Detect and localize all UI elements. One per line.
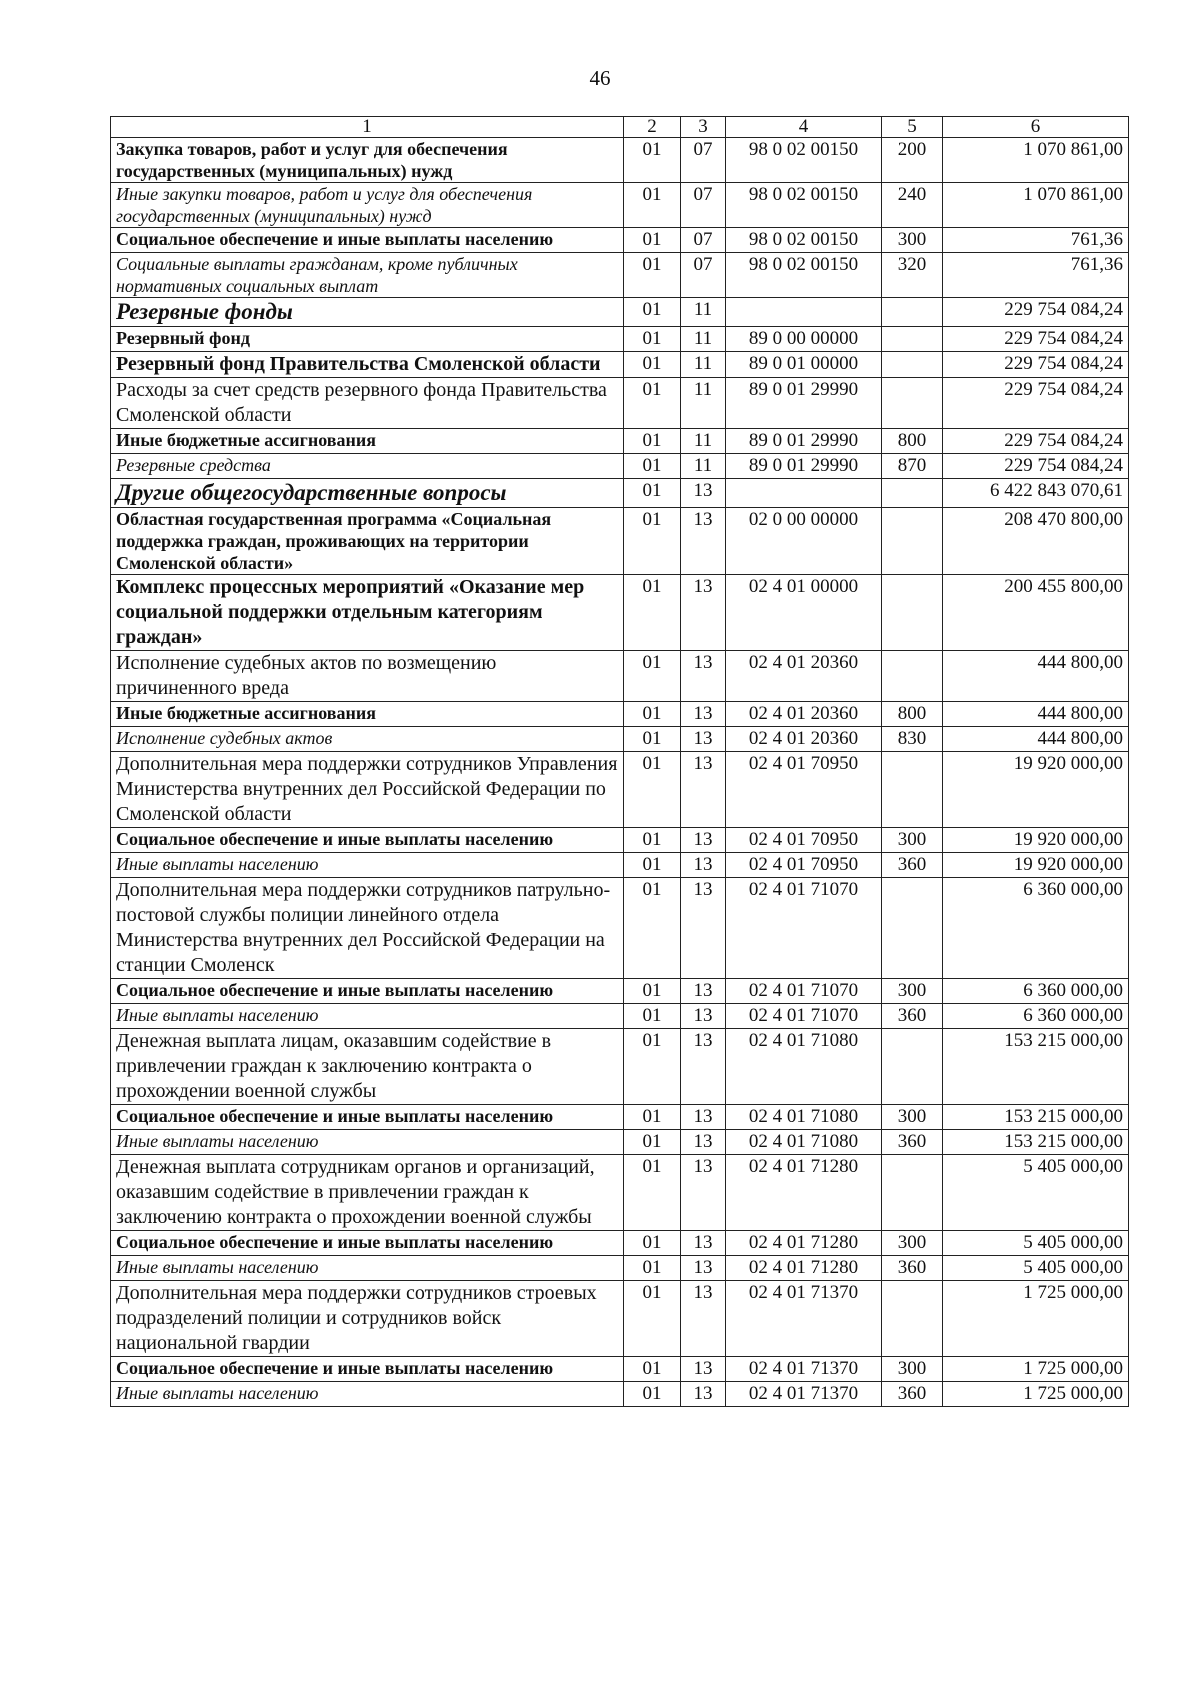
row-amount-cell: 229 754 084,24 xyxy=(943,429,1129,454)
table-row xyxy=(111,702,1129,727)
row-section-cell: 01 xyxy=(624,253,681,298)
header-cell-2: 2 xyxy=(624,117,681,138)
table-row xyxy=(111,1231,1129,1256)
row-expense-type-cell: 360 xyxy=(882,1004,943,1029)
row-expense-type-cell xyxy=(882,508,943,575)
table-row xyxy=(111,752,1129,828)
row-section-cell: 01 xyxy=(624,454,681,479)
row-expense-type-cell xyxy=(882,752,943,828)
row-section-cell: 01 xyxy=(624,878,681,979)
page-number: 46 xyxy=(589,66,611,90)
table-row xyxy=(111,1155,1129,1231)
row-name-cell: Областная государственная программа «Социальная поддержка граждан, проживающих на территории Смоленской области» xyxy=(111,508,624,575)
table-row xyxy=(111,828,1129,853)
row-target-article-cell: 02 0 00 00000 xyxy=(726,508,882,575)
table-row xyxy=(111,183,1129,228)
table-row xyxy=(111,429,1129,454)
row-expense-type-cell: 870 xyxy=(882,454,943,479)
row-name-cell: Дополнительная мера поддержки сотрудников Управления Министерства внутренних дел Российской Федерации по Смоленской области xyxy=(111,752,624,828)
row-target-article-cell: 02 4 01 71370 xyxy=(726,1382,882,1407)
row-amount-cell: 444 800,00 xyxy=(943,727,1129,752)
row-subsection-cell: 13 xyxy=(681,1004,726,1029)
row-amount-cell: 19 920 000,00 xyxy=(943,828,1129,853)
row-target-article-cell: 02 4 01 71280 xyxy=(726,1231,882,1256)
row-expense-type-cell: 800 xyxy=(882,702,943,727)
row-expense-type-cell: 830 xyxy=(882,727,943,752)
row-expense-type-cell xyxy=(882,298,943,327)
row-target-article-cell: 02 4 01 71370 xyxy=(726,1281,882,1357)
row-expense-type-cell: 360 xyxy=(882,1382,943,1407)
row-name-cell: Социальное обеспечение и иные выплаты населению xyxy=(111,1105,624,1130)
row-amount-cell: 1 725 000,00 xyxy=(943,1281,1129,1357)
row-name-cell: Денежная выплата лицам, оказавшим содействие в привлечении граждан к заключению контракта о прохождении военной службы xyxy=(111,1029,624,1105)
row-section-cell: 01 xyxy=(624,1004,681,1029)
row-subsection-cell: 13 xyxy=(681,752,726,828)
table-row xyxy=(111,253,1129,298)
row-target-article-cell: 98 0 02 00150 xyxy=(726,228,882,253)
table-row xyxy=(111,1281,1129,1357)
row-subsection-cell: 13 xyxy=(681,1130,726,1155)
row-amount-cell: 5 405 000,00 xyxy=(943,1256,1129,1281)
row-name-cell: Резервный фонд Правительства Смоленской области xyxy=(111,352,624,378)
budget-table xyxy=(110,116,1129,1407)
table-row xyxy=(111,298,1129,327)
row-name-cell: Расходы за счет средств резервного фонда Правительства Смоленской области xyxy=(111,378,624,429)
row-section-cell: 01 xyxy=(624,1256,681,1281)
row-section-cell: 01 xyxy=(624,327,681,352)
row-amount-cell: 153 215 000,00 xyxy=(943,1130,1129,1155)
row-amount-cell: 6 360 000,00 xyxy=(943,1004,1129,1029)
row-target-article-cell: 02 4 01 70950 xyxy=(726,752,882,828)
row-name-cell: Закупка товаров, работ и услуг для обеспечения государственных (муниципальных) нужд xyxy=(111,138,624,183)
row-amount-cell: 1 070 861,00 xyxy=(943,138,1129,183)
row-subsection-cell: 11 xyxy=(681,327,726,352)
row-amount-cell: 1 725 000,00 xyxy=(943,1357,1129,1382)
row-name-cell: Комплекс процессных мероприятий «Оказание мер социальной поддержки отдельным категориям граждан» xyxy=(111,575,624,651)
row-name-cell: Иные выплаты населению xyxy=(111,1004,624,1029)
row-target-article-cell: 02 4 01 71370 xyxy=(726,1357,882,1382)
row-subsection-cell: 13 xyxy=(681,878,726,979)
row-name-cell: Резервный фонд xyxy=(111,327,624,352)
row-amount-cell: 1 725 000,00 xyxy=(943,1382,1129,1407)
row-section-cell: 01 xyxy=(624,1357,681,1382)
row-section-cell: 01 xyxy=(624,1231,681,1256)
row-name-cell: Социальное обеспечение и иные выплаты населению xyxy=(111,228,624,253)
row-expense-type-cell: 360 xyxy=(882,1256,943,1281)
row-amount-cell: 6 422 843 070,61 xyxy=(943,479,1129,508)
row-name-cell: Дополнительная мера поддержки сотрудников патрульно-постовой службы полиции линейного отдела Министерства внутренних дел Российской Федерации на станции Смоленск xyxy=(111,878,624,979)
row-section-cell: 01 xyxy=(624,298,681,327)
header-cell-6: 6 xyxy=(943,117,1129,138)
row-target-article-cell: 02 4 01 00000 xyxy=(726,575,882,651)
row-name-cell: Резервные фонды xyxy=(111,298,624,327)
row-section-cell: 01 xyxy=(624,1029,681,1105)
table-row xyxy=(111,1004,1129,1029)
row-name-cell: Дополнительная мера поддержки сотрудников строевых подразделений полиции и сотрудников войск национальной гвардии xyxy=(111,1281,624,1357)
row-expense-type-cell: 240 xyxy=(882,183,943,228)
row-expense-type-cell: 300 xyxy=(882,1231,943,1256)
row-target-article-cell: 02 4 01 70950 xyxy=(726,853,882,878)
row-amount-cell: 153 215 000,00 xyxy=(943,1105,1129,1130)
row-expense-type-cell: 300 xyxy=(882,1357,943,1382)
row-target-article-cell: 02 4 01 71070 xyxy=(726,1004,882,1029)
table-row xyxy=(111,352,1129,378)
row-subsection-cell: 13 xyxy=(681,727,726,752)
table-row xyxy=(111,651,1129,702)
row-amount-cell: 761,36 xyxy=(943,253,1129,298)
row-target-article-cell: 02 4 01 70950 xyxy=(726,828,882,853)
row-name-cell: Иные выплаты населению xyxy=(111,853,624,878)
row-subsection-cell: 13 xyxy=(681,828,726,853)
row-amount-cell: 153 215 000,00 xyxy=(943,1029,1129,1105)
row-name-cell: Социальное обеспечение и иные выплаты населению xyxy=(111,979,624,1004)
row-name-cell: Социальное обеспечение и иные выплаты населению xyxy=(111,1357,624,1382)
row-expense-type-cell: 300 xyxy=(882,228,943,253)
row-name-cell: Исполнение судебных актов xyxy=(111,727,624,752)
row-amount-cell: 229 754 084,24 xyxy=(943,454,1129,479)
row-target-article-cell xyxy=(726,298,882,327)
row-subsection-cell: 13 xyxy=(681,1256,726,1281)
row-expense-type-cell: 800 xyxy=(882,429,943,454)
row-subsection-cell: 11 xyxy=(681,352,726,378)
row-subsection-cell: 13 xyxy=(681,1105,726,1130)
table-row xyxy=(111,1029,1129,1105)
row-subsection-cell: 13 xyxy=(681,1357,726,1382)
table-row xyxy=(111,878,1129,979)
table-row xyxy=(111,1105,1129,1130)
row-name-cell: Социальные выплаты гражданам, кроме публичных нормативных социальных выплат xyxy=(111,253,624,298)
table-row xyxy=(111,853,1129,878)
row-subsection-cell: 13 xyxy=(681,651,726,702)
row-subsection-cell: 07 xyxy=(681,253,726,298)
row-amount-cell: 229 754 084,24 xyxy=(943,298,1129,327)
row-subsection-cell: 13 xyxy=(681,702,726,727)
row-target-article-cell: 89 0 00 00000 xyxy=(726,327,882,352)
table-row xyxy=(111,1130,1129,1155)
table-row xyxy=(111,138,1129,183)
row-target-article-cell: 02 4 01 71280 xyxy=(726,1256,882,1281)
row-target-article-cell: 02 4 01 71080 xyxy=(726,1130,882,1155)
row-name-cell: Социальное обеспечение и иные выплаты населению xyxy=(111,828,624,853)
row-subsection-cell: 11 xyxy=(681,378,726,429)
row-section-cell: 01 xyxy=(624,752,681,828)
row-amount-cell: 5 405 000,00 xyxy=(943,1155,1129,1231)
row-section-cell: 01 xyxy=(624,1281,681,1357)
row-name-cell: Иные выплаты населению xyxy=(111,1256,624,1281)
row-subsection-cell: 11 xyxy=(681,429,726,454)
row-subsection-cell: 13 xyxy=(681,508,726,575)
row-subsection-cell: 13 xyxy=(681,979,726,1004)
row-amount-cell: 6 360 000,00 xyxy=(943,878,1129,979)
row-section-cell: 01 xyxy=(624,979,681,1004)
row-section-cell: 01 xyxy=(624,1155,681,1231)
row-expense-type-cell: 360 xyxy=(882,1130,943,1155)
row-expense-type-cell xyxy=(882,575,943,651)
table-row xyxy=(111,979,1129,1004)
row-target-article-cell: 98 0 02 00150 xyxy=(726,138,882,183)
row-subsection-cell: 13 xyxy=(681,479,726,508)
row-subsection-cell: 13 xyxy=(681,1029,726,1105)
row-name-cell: Иные бюджетные ассигнования xyxy=(111,429,624,454)
row-amount-cell: 1 070 861,00 xyxy=(943,183,1129,228)
table-row xyxy=(111,454,1129,479)
row-expense-type-cell xyxy=(882,479,943,508)
row-name-cell: Иные закупки товаров, работ и услуг для обеспечения государственных (муниципальных) нужд xyxy=(111,183,624,228)
row-target-article-cell: 02 4 01 71280 xyxy=(726,1155,882,1231)
row-expense-type-cell: 320 xyxy=(882,253,943,298)
row-subsection-cell: 07 xyxy=(681,228,726,253)
row-amount-cell: 229 754 084,24 xyxy=(943,327,1129,352)
row-section-cell: 01 xyxy=(624,378,681,429)
row-target-article-cell: 89 0 01 29990 xyxy=(726,454,882,479)
row-section-cell: 01 xyxy=(624,183,681,228)
row-section-cell: 01 xyxy=(624,651,681,702)
row-name-cell: Иные выплаты населению xyxy=(111,1382,624,1407)
row-amount-cell: 200 455 800,00 xyxy=(943,575,1129,651)
header-cell-4: 4 xyxy=(726,117,882,138)
row-expense-type-cell xyxy=(882,878,943,979)
row-expense-type-cell xyxy=(882,327,943,352)
header-row xyxy=(111,117,1129,138)
row-amount-cell: 6 360 000,00 xyxy=(943,979,1129,1004)
row-expense-type-cell xyxy=(882,1155,943,1231)
row-expense-type-cell: 360 xyxy=(882,853,943,878)
row-target-article-cell: 02 4 01 20360 xyxy=(726,651,882,702)
row-subsection-cell: 07 xyxy=(681,183,726,228)
row-expense-type-cell: 300 xyxy=(882,828,943,853)
row-name-cell: Другие общегосударственные вопросы xyxy=(111,479,624,508)
table-row xyxy=(111,378,1129,429)
row-section-cell: 01 xyxy=(624,228,681,253)
row-amount-cell: 761,36 xyxy=(943,228,1129,253)
row-subsection-cell: 13 xyxy=(681,853,726,878)
row-amount-cell: 19 920 000,00 xyxy=(943,752,1129,828)
row-name-cell: Резервные средства xyxy=(111,454,624,479)
row-name-cell: Иные бюджетные ассигнования xyxy=(111,702,624,727)
row-section-cell: 01 xyxy=(624,1105,681,1130)
row-expense-type-cell xyxy=(882,1281,943,1357)
table-row xyxy=(111,327,1129,352)
row-target-article-cell: 02 4 01 71080 xyxy=(726,1029,882,1105)
row-section-cell: 01 xyxy=(624,575,681,651)
row-section-cell: 01 xyxy=(624,1382,681,1407)
row-target-article-cell: 98 0 02 00150 xyxy=(726,253,882,298)
row-target-article-cell: 02 4 01 20360 xyxy=(726,702,882,727)
row-name-cell: Исполнение судебных актов по возмещению причиненного вреда xyxy=(111,651,624,702)
table-row xyxy=(111,575,1129,651)
header-cell-1: 1 xyxy=(111,117,624,138)
row-target-article-cell: 89 0 01 00000 xyxy=(726,352,882,378)
row-expense-type-cell xyxy=(882,651,943,702)
row-expense-type-cell xyxy=(882,1029,943,1105)
row-target-article-cell: 98 0 02 00150 xyxy=(726,183,882,228)
row-expense-type-cell xyxy=(882,378,943,429)
row-section-cell: 01 xyxy=(624,352,681,378)
row-expense-type-cell: 200 xyxy=(882,138,943,183)
table-row xyxy=(111,479,1129,508)
table-row xyxy=(111,508,1129,575)
row-section-cell: 01 xyxy=(624,727,681,752)
row-amount-cell: 5 405 000,00 xyxy=(943,1231,1129,1256)
row-section-cell: 01 xyxy=(624,138,681,183)
table-row xyxy=(111,1357,1129,1382)
row-subsection-cell: 11 xyxy=(681,454,726,479)
row-subsection-cell: 13 xyxy=(681,1382,726,1407)
table-row xyxy=(111,727,1129,752)
row-target-article-cell: 02 4 01 71070 xyxy=(726,979,882,1004)
table-row xyxy=(111,1256,1129,1281)
row-section-cell: 01 xyxy=(624,429,681,454)
row-section-cell: 01 xyxy=(624,508,681,575)
row-section-cell: 01 xyxy=(624,702,681,727)
row-amount-cell: 444 800,00 xyxy=(943,702,1129,727)
row-expense-type-cell: 300 xyxy=(882,1105,943,1130)
row-section-cell: 01 xyxy=(624,853,681,878)
row-amount-cell: 208 470 800,00 xyxy=(943,508,1129,575)
row-section-cell: 01 xyxy=(624,828,681,853)
row-subsection-cell: 13 xyxy=(681,1231,726,1256)
row-amount-cell: 229 754 084,24 xyxy=(943,378,1129,429)
row-subsection-cell: 13 xyxy=(681,575,726,651)
header-cell-3: 3 xyxy=(681,117,726,138)
row-name-cell: Денежная выплата сотрудникам органов и организаций, оказавшим содействие в привлечении граждан к заключению контракта о прохождении военной службы xyxy=(111,1155,624,1231)
row-amount-cell: 444 800,00 xyxy=(943,651,1129,702)
row-expense-type-cell xyxy=(882,352,943,378)
row-subsection-cell: 11 xyxy=(681,298,726,327)
row-name-cell: Иные выплаты населению xyxy=(111,1130,624,1155)
row-subsection-cell: 13 xyxy=(681,1155,726,1231)
row-target-article-cell: 02 4 01 20360 xyxy=(726,727,882,752)
table-row xyxy=(111,228,1129,253)
row-expense-type-cell: 300 xyxy=(882,979,943,1004)
row-subsection-cell: 13 xyxy=(681,1281,726,1357)
row-section-cell: 01 xyxy=(624,479,681,508)
row-subsection-cell: 07 xyxy=(681,138,726,183)
row-target-article-cell xyxy=(726,479,882,508)
row-section-cell: 01 xyxy=(624,1130,681,1155)
row-target-article-cell: 02 4 01 71080 xyxy=(726,1105,882,1130)
row-name-cell: Социальное обеспечение и иные выплаты населению xyxy=(111,1231,624,1256)
table-row xyxy=(111,1382,1129,1407)
row-target-article-cell: 02 4 01 71070 xyxy=(726,878,882,979)
row-amount-cell: 19 920 000,00 xyxy=(943,853,1129,878)
row-target-article-cell: 89 0 01 29990 xyxy=(726,429,882,454)
row-amount-cell: 229 754 084,24 xyxy=(943,352,1129,378)
row-target-article-cell: 89 0 01 29990 xyxy=(726,378,882,429)
header-cell-5: 5 xyxy=(882,117,943,138)
